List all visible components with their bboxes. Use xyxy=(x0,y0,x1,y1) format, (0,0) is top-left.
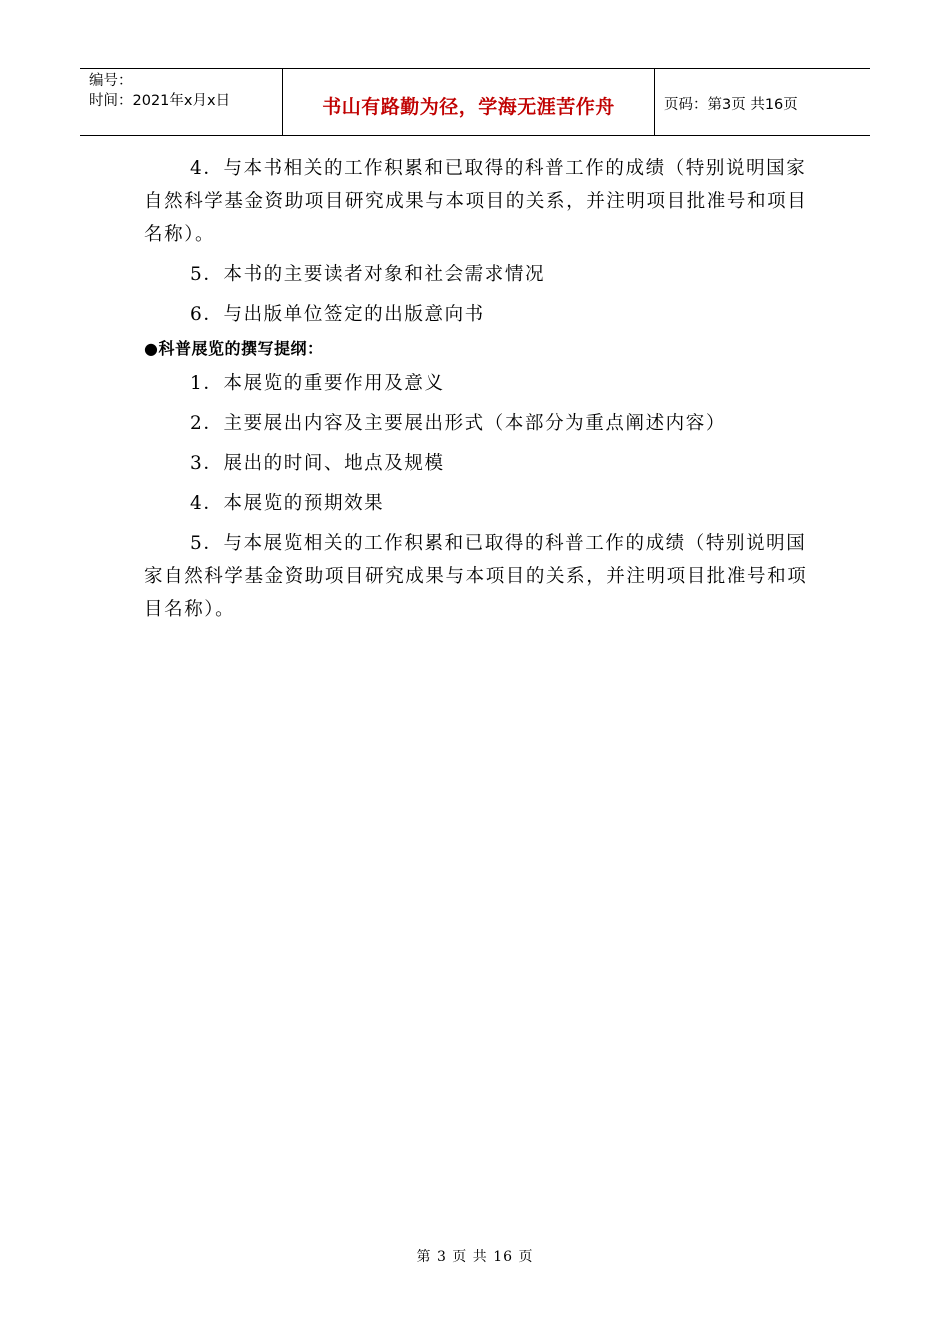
page-header xyxy=(80,68,870,136)
footer-page-number: 第 3 页 共 16 页 xyxy=(416,1249,534,1265)
exhibit-item-5: 5．与本展览相关的工作积累和已取得的科普工作的成绩（特别说明国家自然科学基金资助项目研究成果与本项目的关系，并注明项目批准号和项目名称）。 xyxy=(144,533,808,620)
document-number-label: 编号： xyxy=(89,73,133,89)
header-page-info: 页码：第3页 共16页 xyxy=(664,96,798,113)
exhibit-outline-heading: ●科普展览的撰写提纲： xyxy=(144,339,324,358)
page-footer xyxy=(0,1246,950,1266)
header-motto: 书山有路勤为径，学海无涯苦作舟 xyxy=(282,69,655,135)
book-item-6: 6．与出版单位签定的出版意向书 xyxy=(190,304,485,325)
book-item-4: 4．与本书相关的工作积累和已取得的科普工作的成绩（特别说明国家自然科学基金资助项目研究成果与本项目的关系，并注明项目批准号和项目名称）。 xyxy=(144,158,808,245)
exhibit-item-1: 1．本展览的重要作用及意义 xyxy=(190,373,445,394)
exhibit-item-4: 4．本展览的预期效果 xyxy=(190,493,385,514)
book-item-5: 5．本书的主要读者对象和社会需求情况 xyxy=(190,264,546,285)
exhibit-item-3: 3．展出的时间、地点及规模 xyxy=(190,453,445,474)
document-body xyxy=(144,152,809,626)
header-meta xyxy=(80,69,282,135)
exhibit-item-2: 2．主要展出内容及主要展出形式（本部分为重点阐述内容） xyxy=(190,413,726,434)
document-date: 时间：2021年x月x日 xyxy=(89,93,231,109)
